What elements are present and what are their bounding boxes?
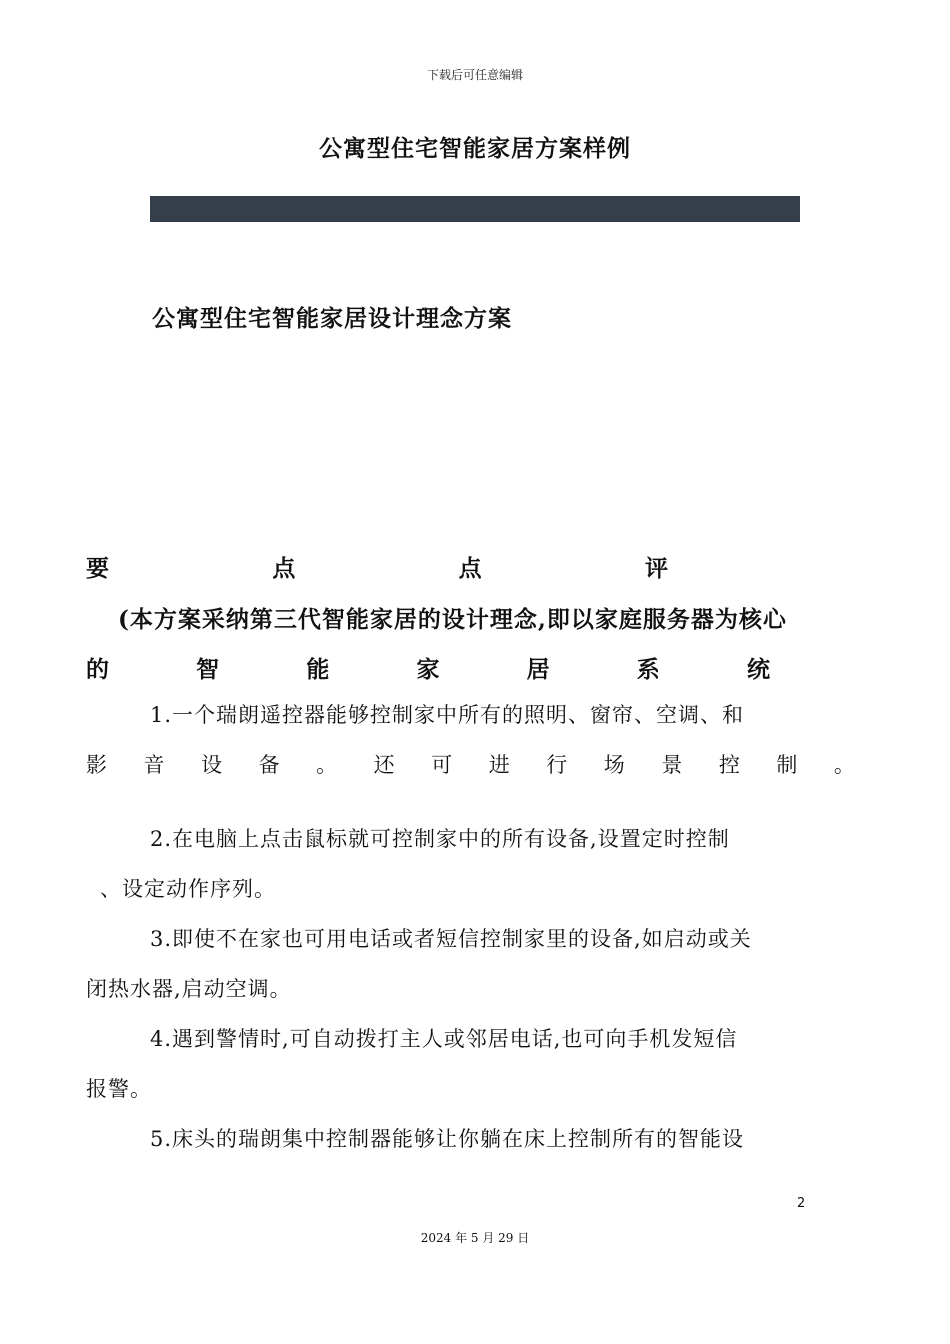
- summary-heading-char: 评: [644, 555, 668, 582]
- summary-heading-char: 点: [458, 555, 482, 582]
- list-item-char: 设: [201, 753, 224, 777]
- list-item-1-line-2: [86, 751, 856, 779]
- summary-heading-char: 要: [86, 555, 109, 582]
- list-item-3-line-2: 闭热水器,启动空调。: [86, 977, 292, 1001]
- list-item-char: 制: [776, 753, 799, 777]
- summary-heading: [86, 550, 668, 583]
- intro-char: 的: [86, 656, 109, 683]
- list-item-char: 场: [603, 753, 626, 777]
- section-heading: 公寓型住宅智能家居设计理念方案: [152, 305, 512, 332]
- list-item-char: 音: [143, 753, 166, 777]
- list-item-char: 景: [661, 753, 684, 777]
- list-item-char: 。: [316, 753, 339, 777]
- intro-char: 家: [416, 656, 440, 683]
- list-item-char: 还: [373, 753, 396, 777]
- list-item-2-line-1: 2.在电脑上点击鼠标就可控制家中的所有设备,设置定时控制: [150, 827, 730, 851]
- header-note: 下载后可任意编辑: [426, 68, 523, 82]
- intro-char: 能: [306, 656, 330, 683]
- intro-char: 智: [196, 656, 220, 683]
- footer-date: 2024 年 5 月 29 日: [420, 1231, 530, 1245]
- list-item-char: 控: [718, 753, 741, 777]
- list-item-char: 可: [431, 753, 454, 777]
- list-item-char: 行: [546, 753, 569, 777]
- list-item-3-line-1: 3.即使不在家也可用电话或者短信控制家里的设备,如启动或关: [150, 927, 752, 951]
- intro-char: 统: [746, 656, 770, 683]
- title-divider-bar: [150, 196, 800, 222]
- page-number: 2: [797, 1196, 806, 1211]
- list-item-4-line-1: 4.遇到警情时,可自动拨打主人或邻居电话,也可向手机发短信: [150, 1027, 738, 1051]
- document-title: 公寓型住宅智能家居方案样例: [319, 135, 631, 162]
- list-item-char: 。: [833, 753, 856, 777]
- list-item-4-line-2: 报警。: [86, 1077, 152, 1101]
- list-item-1-line-1: 1.一个瑞朗遥控器能够控制家中所有的照明、窗帘、空调、和: [150, 703, 745, 727]
- intro-char: 系: [636, 656, 660, 683]
- list-item-char: 备: [258, 753, 281, 777]
- list-item-2-line-2: 、设定动作序列。: [100, 877, 276, 901]
- list-item-char: 进: [488, 753, 511, 777]
- summary-heading-char: 点: [272, 555, 296, 582]
- list-item-5-line-1: 5.床头的瑞朗集中控制器能够让你躺在床上控制所有的智能设: [150, 1127, 745, 1151]
- intro-line-1: (本方案采纳第三代智能家居的设计理念,即以家庭服务器为核心: [118, 606, 787, 633]
- list-item-char: 影: [86, 753, 108, 777]
- intro-char: 居: [526, 656, 550, 683]
- intro-line-2: [86, 651, 770, 684]
